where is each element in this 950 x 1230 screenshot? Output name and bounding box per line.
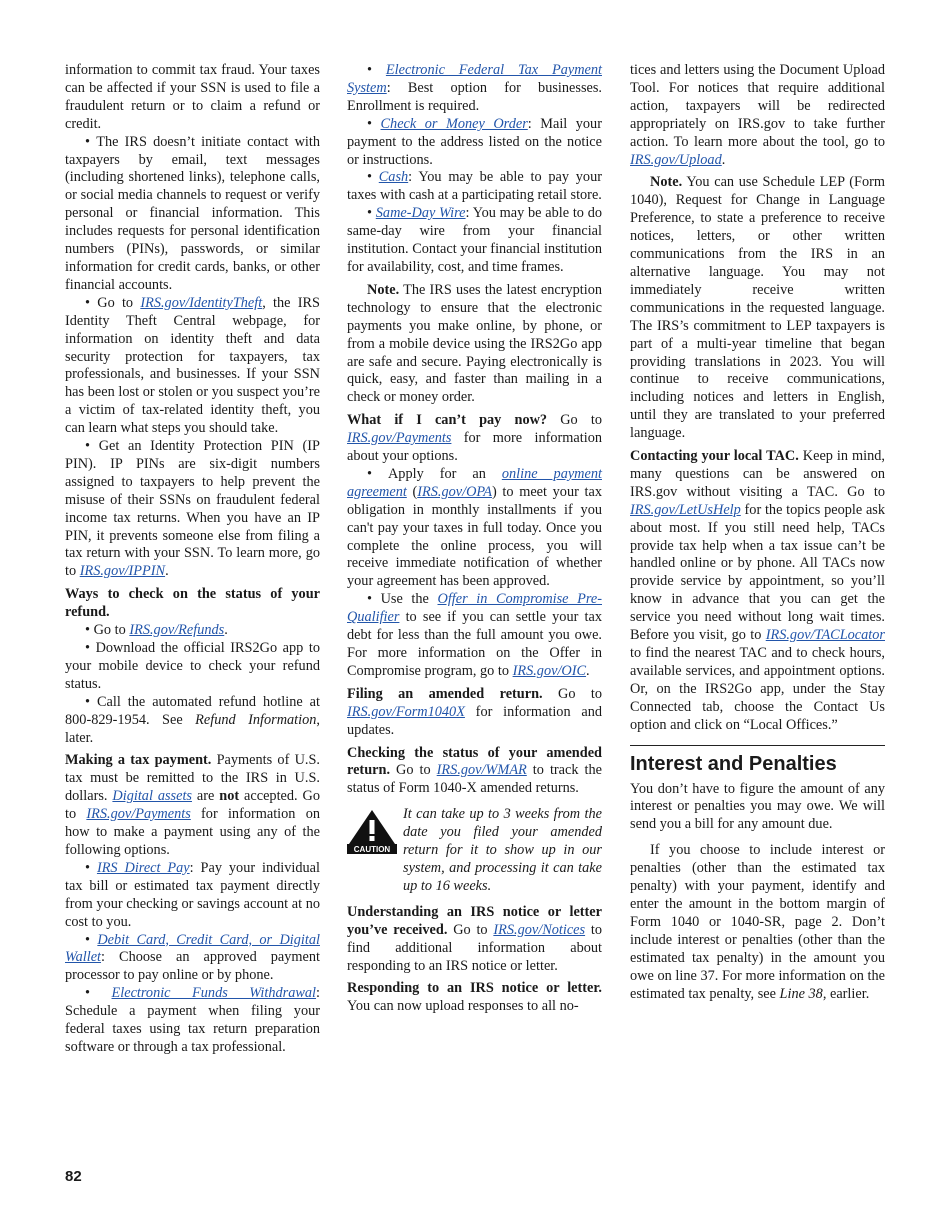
text-span: Apply for an (387, 465, 502, 482)
text-span: . (165, 563, 169, 580)
text-span: Use the (380, 591, 438, 608)
text-span: You can now upload responses to all no- (347, 998, 579, 1015)
bullet-item (65, 622, 320, 640)
link-opa[interactable]: IRS.gov/OPA (417, 483, 493, 500)
text-span: . (224, 622, 228, 639)
text-span: to see if you can settle your tax debt for less than the full amount you owe. For more information on the Offer in Compromise program, go to (347, 609, 602, 679)
ref-refund-information: Refund Information (195, 711, 317, 728)
paragraph (630, 842, 885, 1003)
page-number: 82 (65, 1168, 82, 1185)
link-debit-credit-wallet[interactable]: Debit Card, Credit Card, or Digital Wallet (65, 931, 320, 966)
note-label: Note. (367, 281, 400, 298)
text-span: . (586, 662, 590, 679)
text-span: Go to (542, 685, 602, 702)
emphasis-not: not (219, 788, 240, 805)
text-span: : Mail your payment to the address listed on the notice or instructions. (347, 115, 602, 168)
bullet-item (347, 591, 602, 681)
bullet-item (347, 116, 602, 170)
text-span: : Schedule a payment when filing your federal taxes using tax return preparation software or through a tax professional. (65, 985, 320, 1055)
link-let-us-help[interactable]: IRS.gov/LetUsHelp (630, 501, 741, 518)
text-span: for information and updates. (347, 703, 602, 738)
link-refunds[interactable]: IRS.gov/Refunds (129, 622, 225, 639)
status-heading: Checking the status of your amended return. (347, 744, 602, 779)
text-span: Download the official IRS2Go app to your mobile device to check your refund status. (65, 640, 320, 692)
link-ippin[interactable]: IRS.gov/IPPIN (79, 563, 166, 580)
text-span: Go to (93, 622, 130, 639)
note-paragraph (630, 174, 885, 443)
ref-line-38: Line 38 (779, 985, 823, 1002)
link-electronic-funds-withdrawal[interactable]: Electronic Funds Withdrawal (111, 985, 317, 1002)
section-title: Interest and Penalties (630, 752, 837, 775)
cant-pay-heading: What if I can’t pay now? (347, 412, 548, 429)
link-identity-theft[interactable]: IRS.gov/IdentityTheft (140, 294, 263, 311)
link-notices[interactable]: IRS.gov/Notices (493, 921, 586, 938)
text-span: ) to meet your tax obligation in monthly installments if you can't pay your taxes in full today. Once you complete the online process, you will receive immediate notification of whether your agreement has been approved. (347, 483, 602, 590)
pay-heading: Making a tax payment. (65, 752, 212, 769)
text-span: Go to (97, 294, 141, 311)
text-span: , earlier. (822, 985, 870, 1002)
text-span: for information on how to make a payment using any of the following options. (65, 806, 320, 858)
note-label: Note. (650, 174, 683, 191)
caution-icon (347, 808, 397, 854)
text-span: , later. (65, 711, 320, 746)
bullet-item (65, 134, 320, 295)
caution-box (347, 806, 602, 896)
caution-text: It can take up to 3 weeks from the date you filed your amended return for it to show up in our system, and processing it can take up to 16 weeks. (403, 806, 602, 894)
paragraph (347, 904, 602, 976)
text-span: : You may be able to do same-day wire from your financial institution. Contact your financial institution for availability, cost, and time frames. (347, 205, 603, 275)
paragraph (347, 980, 602, 1016)
text-span: The IRS uses the latest encryption technology to ensure that the electronic payments you make online, by phone, or from a mobile device using the IRS2Go app are safe and secure. Paying electronically is quick, easy, and faster than mailing in a check or money order. (347, 281, 602, 406)
text-span: : You may be able to pay your taxes with cash at a participating retail store. (347, 169, 602, 204)
bullet-item (65, 985, 320, 1057)
ways-heading: Ways to check on the status of your refund. (65, 586, 320, 621)
text-span: , the IRS Identity Theft Central webpage, for information on identity theft and data security protection for taxpayers, tax professionals, and businesses. If your SSN has been lost or stolen or you suspect you’re a victim of tax-related identity theft, you can learn what steps you should take. (65, 294, 320, 437)
respond-heading: Responding to an IRS notice or letter. (347, 980, 602, 997)
bullet-item (65, 295, 320, 438)
link-cash[interactable]: Cash (378, 169, 409, 186)
bullet-item (65, 694, 320, 748)
ways-heading-para (65, 586, 320, 622)
paragraph (347, 412, 602, 466)
text-span: Get an Identity Protection PIN (IP PIN). IP PINs are six-digit numbers assigned to taxpayers to help prevent the misuse of their SSNs on fraudulent federal income tax returns. When you have an IP PIN, it prevents someone else from filing a tax return with your SSN. To learn more, go to (65, 438, 320, 580)
bullet-item (65, 640, 320, 694)
text-span: Go to (547, 412, 602, 429)
text-span: . (721, 151, 726, 168)
text-span: Go to (447, 921, 494, 938)
bullet-item (65, 438, 320, 581)
text-span: tices and letters using the Document Upload Tool. For notices that require additional action, taxpayers will be redirected appropriately on IRS.gov to take further action. To learn more about the tool, go to (630, 62, 885, 150)
paragraph (347, 686, 602, 740)
bullet-item (347, 466, 602, 591)
text-span: ( (406, 483, 418, 500)
column-3 (630, 62, 885, 1003)
link-upload[interactable]: IRS.gov/Upload (630, 151, 722, 168)
text-span: You can use Schedule LEP (Form 1040), Request for Change in Language Preference, to state a preference to receive notices, letters, or other written communications from the IRS in an alternative language. You may not immediately receive written communications in the requested language. The IRS’s commitment to LEP taxpayers is part of a multi-year timeline that began providing translations in 2023. You will continue to receive communications, including notices and letters in English, until they are translated to your preferred language. (630, 174, 885, 442)
paragraph: You don’t have to figure the amount of any interest or penalties you may owe. We will send you a bill for any amount due. (630, 780, 885, 833)
bullet-text: The IRS doesn’t initiate contact with taxpayers by email, text messages (including shortened links), telephone calls, or social media channels to request or verify personal or financial information. This includes requests for personal identification numbers (PINs), passwords, or similar information for credit cards, banks, or other financial accounts. (65, 133, 320, 293)
bullet-item (347, 205, 602, 277)
paragraph (347, 745, 602, 799)
text-span: If you choose to include interest or penalties (other than the estimated tax penalty) with your payment, identify and enter the amount in the bottom margin of Form 1040 or 1040-SR, page 2. Don’t include interest or penalties (other than the estimated tax penalty) in the amount you owe on line 37. For more information on the estimated tax penalty, see (630, 842, 885, 1002)
column-1 (65, 62, 320, 1057)
text-span: are (191, 788, 220, 805)
link-same-day-wire[interactable]: Same-Day Wire (375, 205, 466, 222)
paragraph (630, 448, 885, 735)
paragraph: information to commit tax fraud. Your taxes can be affected if your SSN is used to file a fraudulent return or to claim a refund or credit. (65, 62, 320, 132)
text-span: Keep in mind, many questions can be answered on IRS.gov without visiting a TAC. Go to (630, 448, 885, 500)
tac-heading: Contacting your local TAC. (630, 448, 799, 465)
link-online-payment-agreement[interactable]: online payment agreement (347, 465, 602, 500)
link-digital-assets[interactable]: Digital assets (112, 788, 192, 805)
link-oic-prequalifier[interactable]: Offer in Compromise Pre-Qualifier (347, 591, 602, 626)
bullet-item (347, 169, 602, 205)
link-direct-pay[interactable]: IRS Direct Pay (96, 859, 190, 876)
link-check-money-order[interactable]: Check or Money Order (380, 115, 528, 132)
text-span: : Best option for businesses. Enrollment is required. (347, 79, 602, 114)
understand-heading: Understanding an IRS notice or letter you’ve received. (347, 903, 602, 938)
text-span: accepted. Go to (65, 788, 321, 823)
bullet-item (65, 860, 320, 932)
note-paragraph (347, 282, 602, 407)
paragraph (630, 62, 885, 169)
text-span: : Choose an approved payment processor to pay online or by phone. (65, 949, 320, 984)
link-oic[interactable]: IRS.gov/OIC (512, 662, 587, 679)
bullet-item (347, 62, 602, 116)
paragraph (65, 752, 320, 859)
bullet-item (65, 932, 320, 986)
text-span: to find additional information about responding to an IRS notice or letter. (347, 921, 602, 974)
link-tac-locator[interactable]: IRS.gov/TACLocator (765, 627, 885, 644)
text-span: for more information about your options. (347, 430, 602, 465)
link-eftps[interactable]: Electronic Federal Tax Payment System (347, 62, 602, 96)
amended-heading: Filing an amended return. (347, 685, 543, 702)
link-payments[interactable]: IRS.gov/Payments (347, 430, 452, 447)
text-span: Call the automated refund hotline at 800-829-1954. See (65, 693, 320, 728)
text-span: to track the status of Form 1040-X amended returns. (347, 762, 602, 797)
link-wmar[interactable]: IRS.gov/WMAR (436, 762, 527, 779)
section-divider (630, 745, 885, 746)
text-span: for the topics people ask about most. If you still need help, TACs provide tax help when a tax issue can’t be handled online or by phone. All TACs now provide service by appointment, so you’ll know in advance that you can get the service you need without long wait times. Before you visit, go to (630, 501, 885, 644)
text-span: : Pay your individual tax bill or estimated tax payment directly from your checking or savings account at no cost to you. (65, 859, 320, 930)
link-payments[interactable]: IRS.gov/Payments (86, 806, 191, 823)
caution-label: CAUTION (353, 845, 391, 855)
column-2 (347, 62, 602, 1016)
link-form-1040x[interactable]: IRS.gov/Form1040X (347, 703, 465, 720)
text-span: to find the nearest TAC and to check hours, available services, and appointment options. Or, on the IRS2Go app, under the Stay Connected tab, choose the Contact Us option and click on “Local Offices.” (630, 645, 885, 733)
text-span: Go to (390, 762, 437, 779)
text-span: Payments of U.S. tax must be remitted to the IRS in U.S. dollars. (65, 752, 321, 805)
